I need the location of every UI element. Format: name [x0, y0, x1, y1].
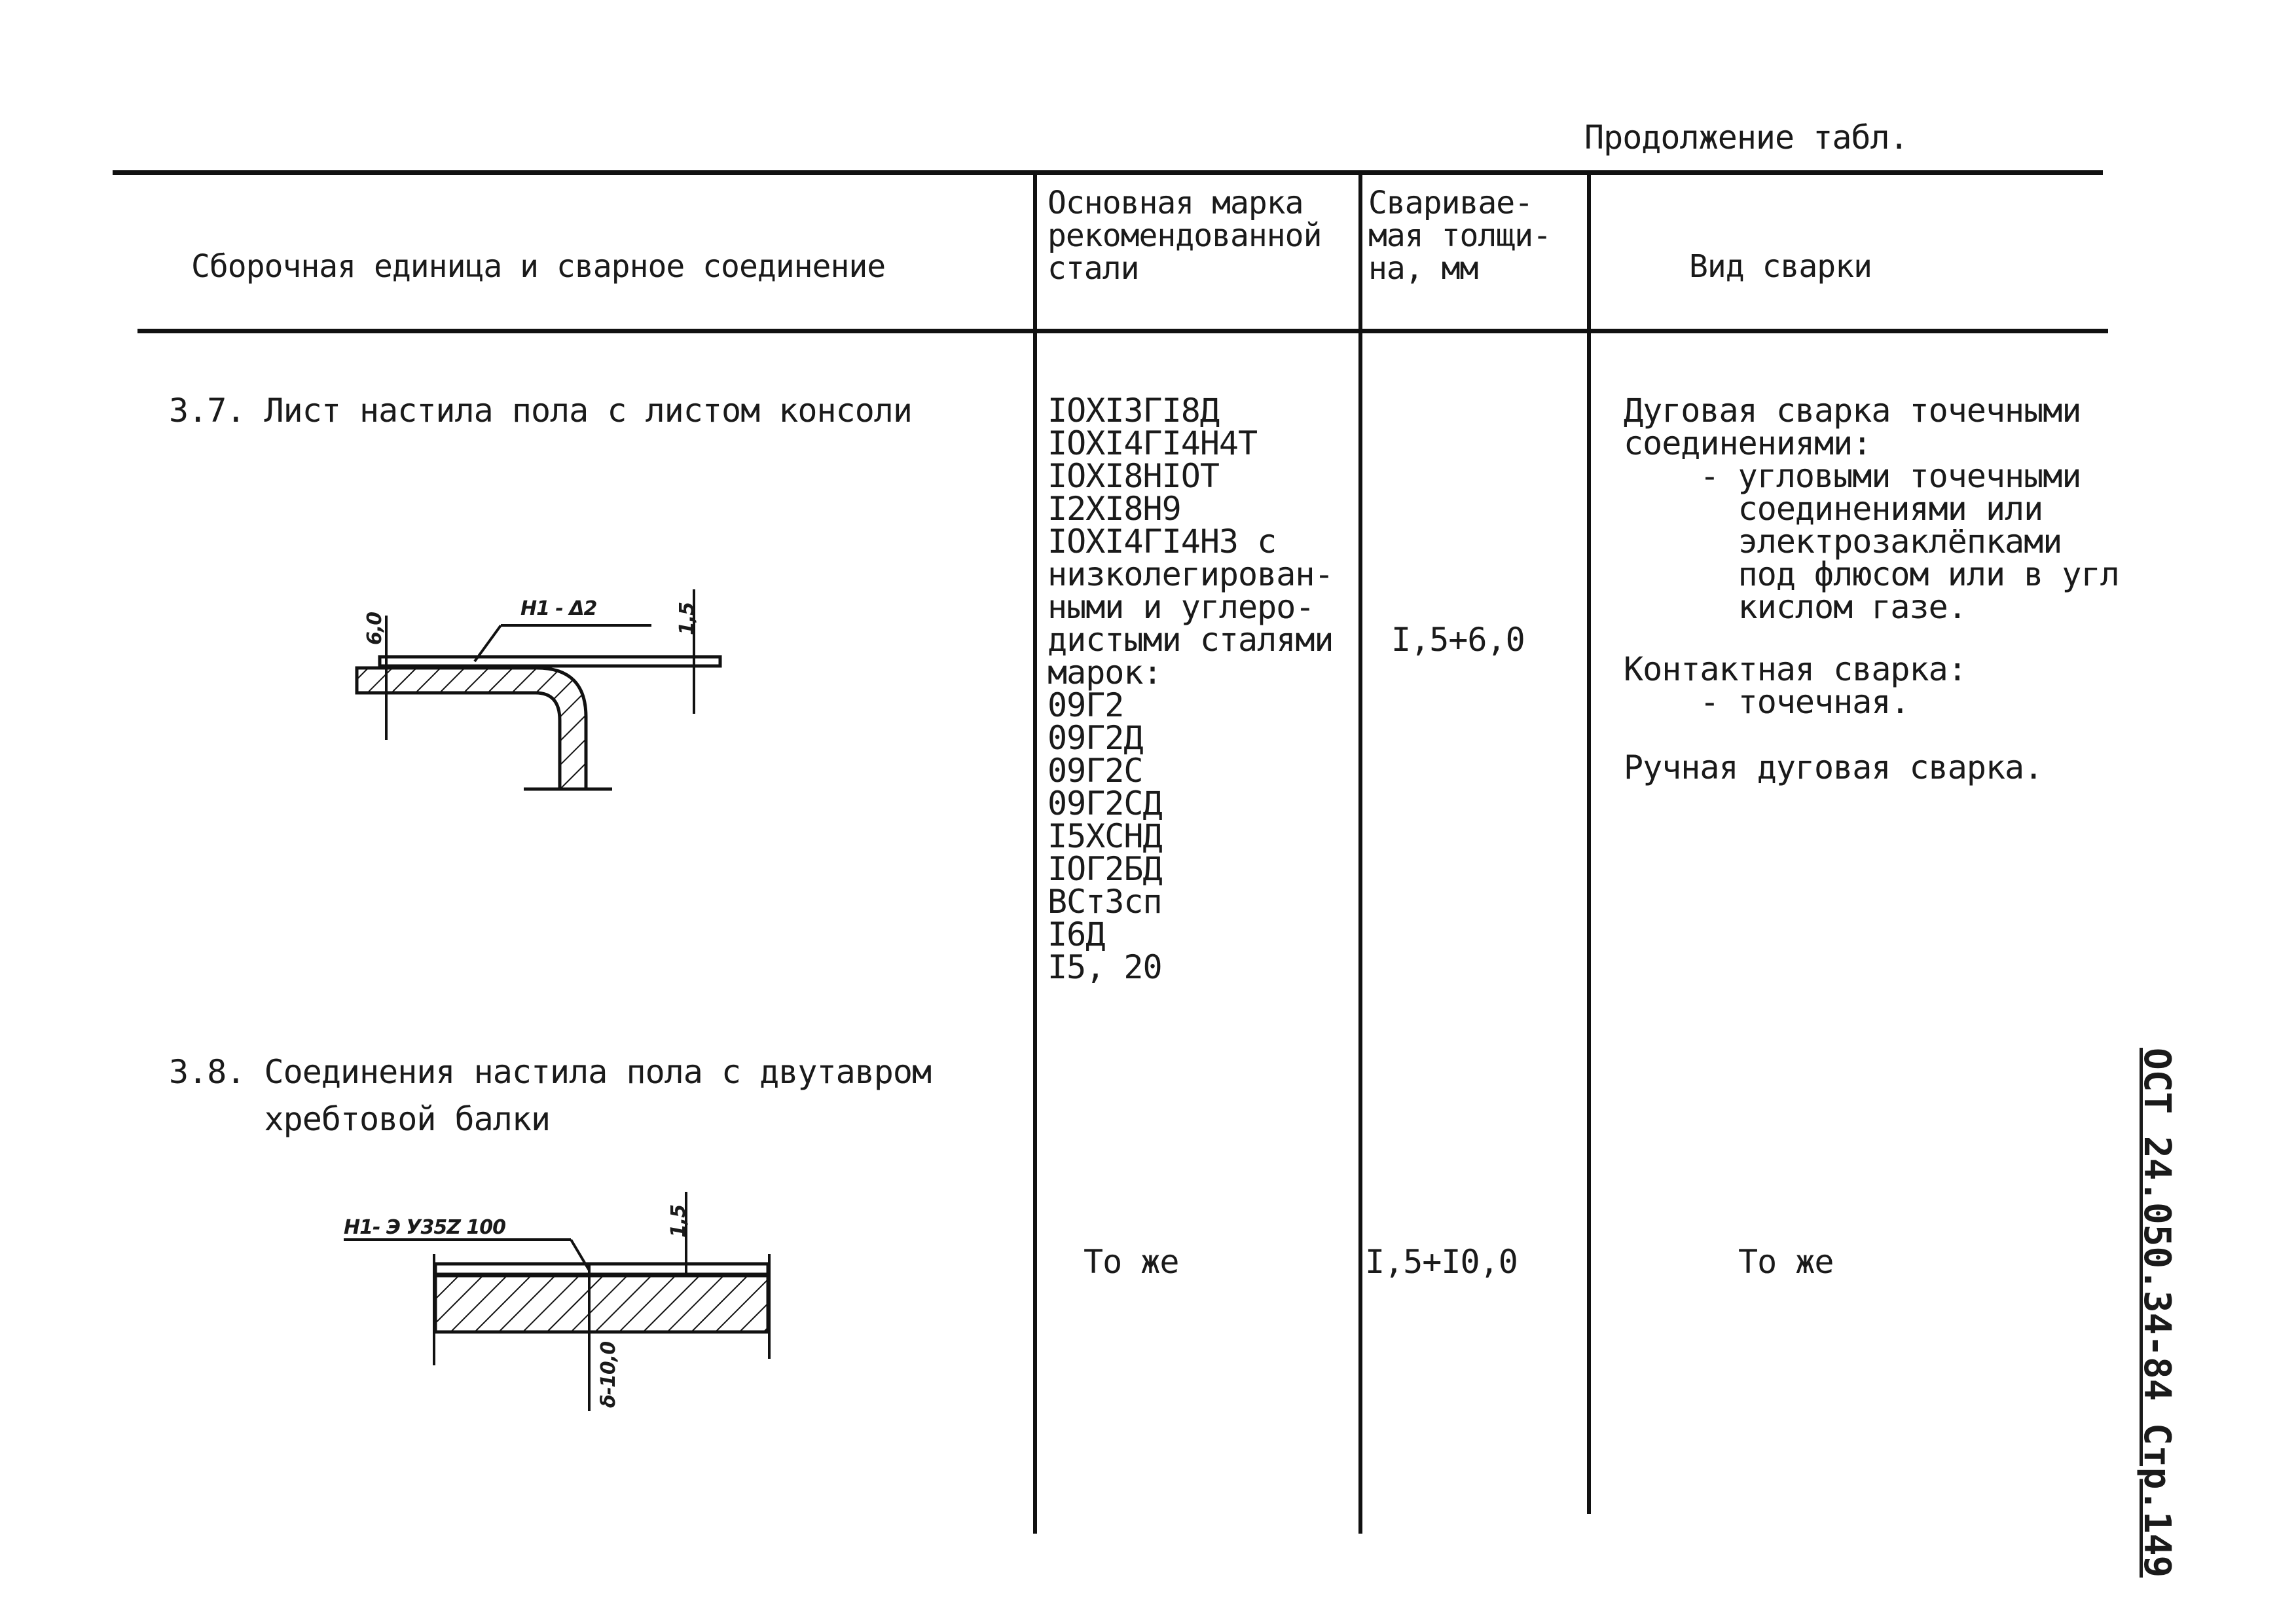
steel-item: I5ХСНД [1048, 817, 1162, 855]
steel-item: IOГ2БД [1048, 850, 1162, 888]
row-3-7-title: 3.7. Лист настила пола с листом консоли [169, 392, 912, 430]
row-3-7-thickness: I,5+6,0 [1391, 621, 1525, 659]
row-3-8-title-line-1: 3.8. Соединения настила пола с двутавром [169, 1053, 932, 1091]
continuation-label: Продолжение табл. [1584, 119, 1908, 157]
welding-line: - точечная. [1624, 683, 1910, 721]
steel-item: I5, 20 [1048, 948, 1162, 986]
welding-line: Ручная дуговая сварка. [1624, 748, 2043, 786]
row-3-8-thickness: I,5+I0,0 [1365, 1243, 1518, 1281]
steel-item: 09Г2С [1048, 752, 1143, 790]
header-thickness-line-3: на, мм [1368, 250, 1478, 287]
steel-item: I2XI8Н9 [1048, 490, 1181, 528]
steel-item: IOXI4ГI4Н4Т [1048, 424, 1258, 462]
header-assembly-unit: Сборочная единица и сварное соединение [191, 248, 886, 285]
header-steel-line-2: рекомендованной [1048, 217, 1322, 254]
welding-line: соединениями: [1624, 424, 1872, 462]
welding-line: электрозаклёпками [1624, 523, 2062, 561]
row-3-8-welding: То же [1738, 1243, 1834, 1281]
steel-item: IOXI3ГI8Д [1048, 392, 1219, 430]
welding-line: Контактная сварка: [1624, 650, 1967, 688]
steel-item: ВСт3сп [1048, 883, 1162, 921]
steel-item: ными и углеро- [1048, 588, 1315, 626]
row-3-8-steel: То же [1084, 1243, 1179, 1281]
steel-item: IOXI8НIOT [1048, 457, 1219, 495]
steel-item: 09Г2СД [1048, 784, 1162, 822]
row-3-7-dim-right: 1,5 [676, 602, 699, 635]
steel-item: I6Д [1048, 915, 1105, 953]
welding-line: соединениями или [1624, 490, 2043, 528]
header-thickness-line-1: Свариваe- [1368, 185, 1533, 221]
welding-line: под флюсом или в угл [1624, 555, 2119, 593]
welding-line: кислом газе. [1624, 588, 1967, 626]
welding-line: Дуговая сварка точечными [1624, 392, 2081, 430]
row-3-7-dim-left: 6,0 [363, 612, 386, 645]
steel-item: дистыми сталями [1048, 621, 1334, 659]
steel-item: марок: [1048, 654, 1162, 692]
header-thickness-line-2: мая толщи- [1368, 217, 1551, 254]
welding-line: - угловыми точечными [1624, 457, 2081, 495]
steel-item: низколегирован- [1048, 555, 1334, 593]
header-steel-line-1: Основная марка [1048, 185, 1303, 221]
steel-item: IOXI4ГI4Н3 с [1048, 523, 1277, 561]
steel-item: 09Г2Д [1048, 719, 1143, 757]
row-3-8-dim-bottom: δ-10,0 [597, 1341, 620, 1408]
header-welding-type: Вид сварки [1689, 248, 1872, 285]
row-3-8-dim-right: 1,5 [667, 1204, 690, 1238]
header-steel-line-3: стали [1048, 250, 1139, 287]
row-3-8-title-line-2: хребтовой балки [169, 1100, 551, 1138]
row-3-7-weld-label: Н1 - Δ2 [520, 597, 597, 620]
steel-item: 09Г2 [1048, 686, 1124, 724]
row-3-8-weld-label: Н1- Э У35Z 100 [344, 1216, 506, 1239]
document-code-label: ОСТ 24.050.34-84 Стр.149 [2136, 1048, 2178, 1578]
